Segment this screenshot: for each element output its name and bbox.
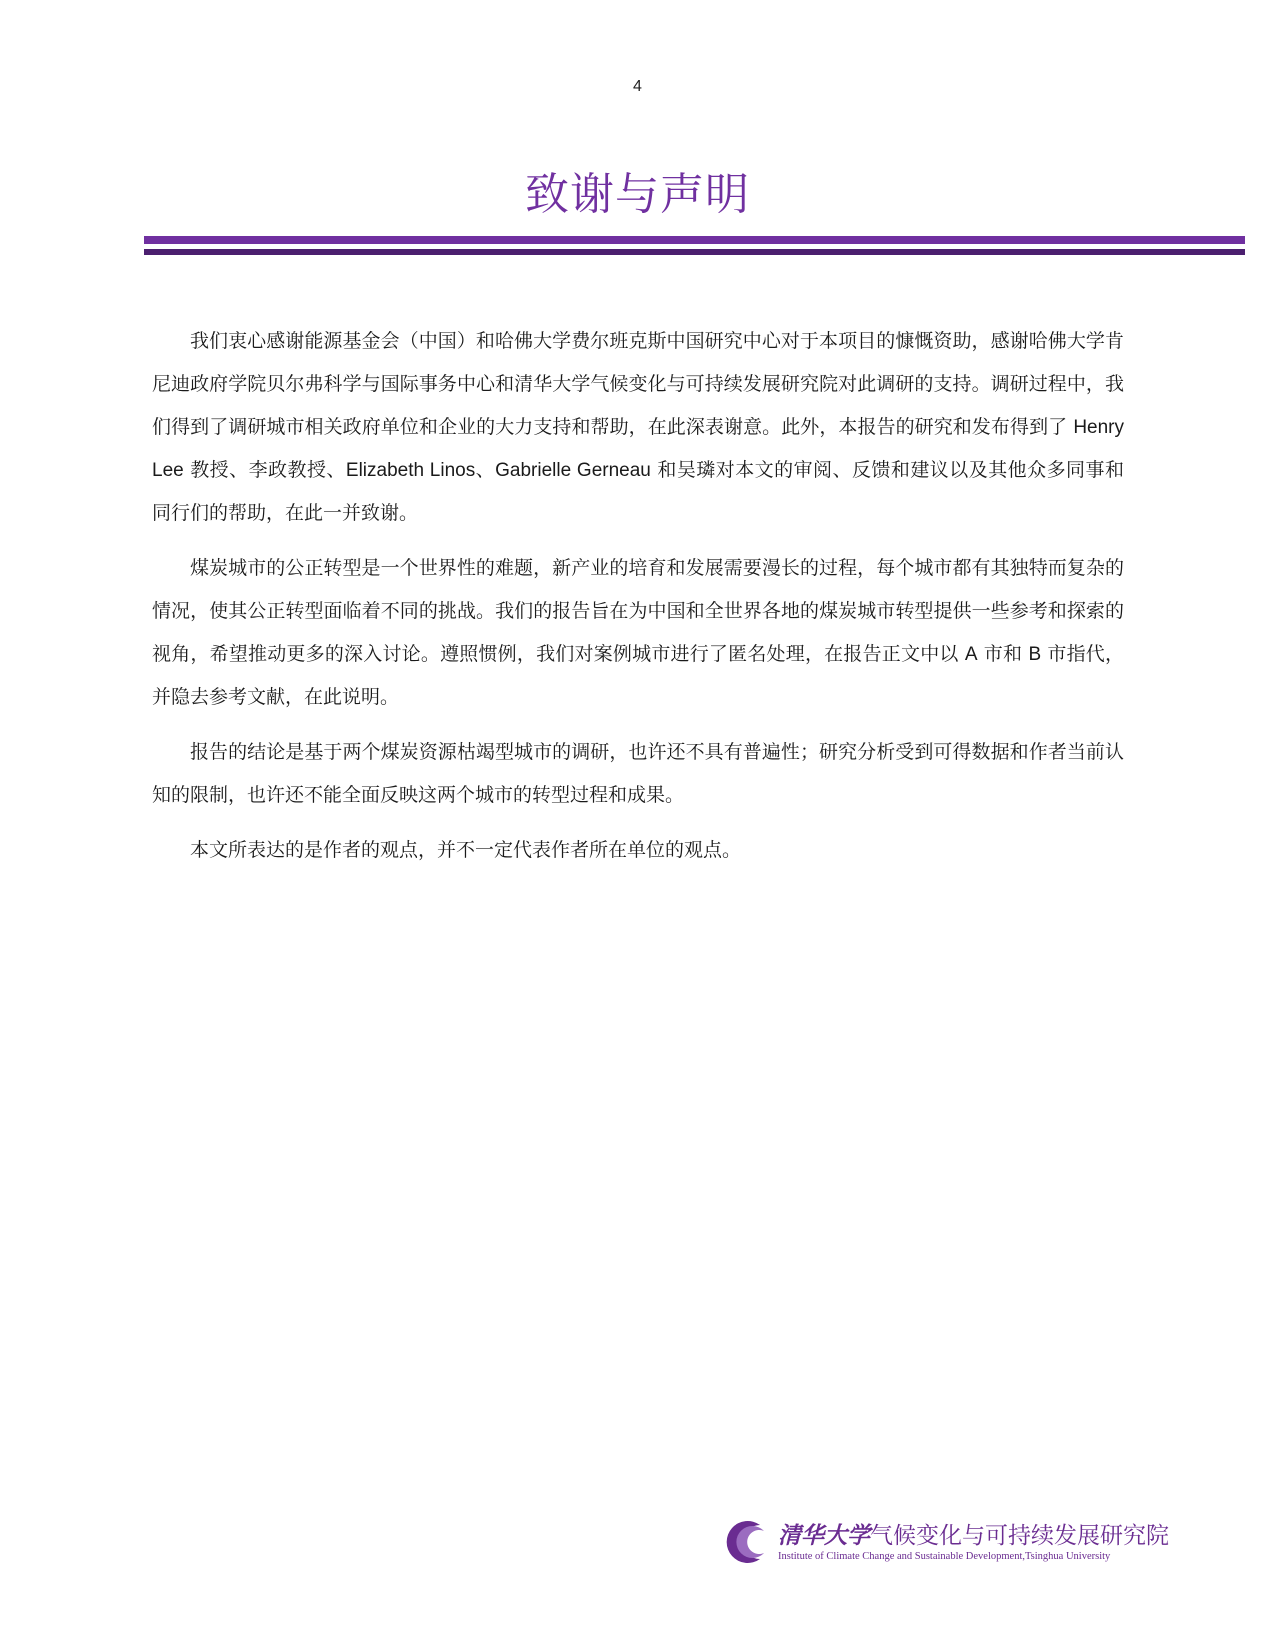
logo-calligraphy: 清华大学 xyxy=(778,1522,870,1549)
person-name: Henry Lee xyxy=(152,417,1124,481)
logo-english-name: Institute of Climate Change and Sustainable Development,Tsinghua University xyxy=(778,1551,1111,1562)
logo-chinese-name xyxy=(778,1517,1169,1550)
person-name: Elizabeth Linos xyxy=(345,460,476,481)
body-text xyxy=(152,320,1124,884)
paragraph-context xyxy=(152,547,1124,719)
crescent-c-logo-icon xyxy=(720,1517,770,1567)
paragraph-text: 我们衷心感谢能源基金会（中国）和哈佛大学费尔班克斯中国研究中心对于本项目的慷慨资助，感谢哈佛大学肯尼迪政府学院贝尔弗科学与国际事务中心和清华大学气候变化与可持续发展研究院对此调研的支持。调研过程中，我们得到了调研城市相关政府单位和企业的大力支持和帮助，在此深表谢意。此外，本报告的研究和发布得到了 xyxy=(152,330,1124,438)
paragraph-text: 和吴璘对本文的审阅、反馈和建议以及其他众多同事和同行们的帮助，在此一并致谢。 xyxy=(152,459,1124,524)
paragraph-limitations: 报告的结论是基于两个煤炭资源枯竭型城市的调研，也许还不具有普遍性；研究分析受到可得数据和作者当前认知的限制，也许还不能全面反映这两个城市的转型过程和成果。 xyxy=(152,741,1124,806)
paragraph-acknowledgement xyxy=(152,320,1124,535)
logo-institute-name: 气候变化与可持续发展研究院 xyxy=(870,1523,1169,1549)
paragraph-text: 煤炭城市的公正转型是一个世界性的难题，新产业的培育和发展需要漫长的过程，每个城市都有其独特而复杂的情况，使其公正转型面临着不同的挑战。我们的报告旨在为中国和全世界各地的煤炭城市转型提供一些参考和探索的视角，希望推动更多的深入讨论。遵照惯例，我们对案例城市进行了匿名处理，在报告正文中以 xyxy=(152,557,1124,665)
page-title: 致谢与声明 xyxy=(525,169,750,220)
paragraph-text: 教授、李政教授、 xyxy=(183,459,346,481)
title-divider-bottom xyxy=(144,249,1245,255)
paragraph-text: 市指代，并隐去参考文献，在此说明。 xyxy=(152,643,1124,708)
institute-logo xyxy=(720,1515,1169,1575)
page-number: 4 xyxy=(633,78,642,95)
city-label-b: B xyxy=(1028,644,1042,665)
paragraph-text: 市和 xyxy=(977,643,1029,665)
person-name: Gabrielle Gerneau xyxy=(495,460,651,481)
paragraph-text: 、 xyxy=(475,459,496,481)
title-divider-top xyxy=(144,236,1245,244)
city-label-a: A xyxy=(964,644,978,665)
paragraph-disclaimer: 本文所表达的是作者的观点，并不一定代表作者所在单位的观点。 xyxy=(190,839,742,861)
